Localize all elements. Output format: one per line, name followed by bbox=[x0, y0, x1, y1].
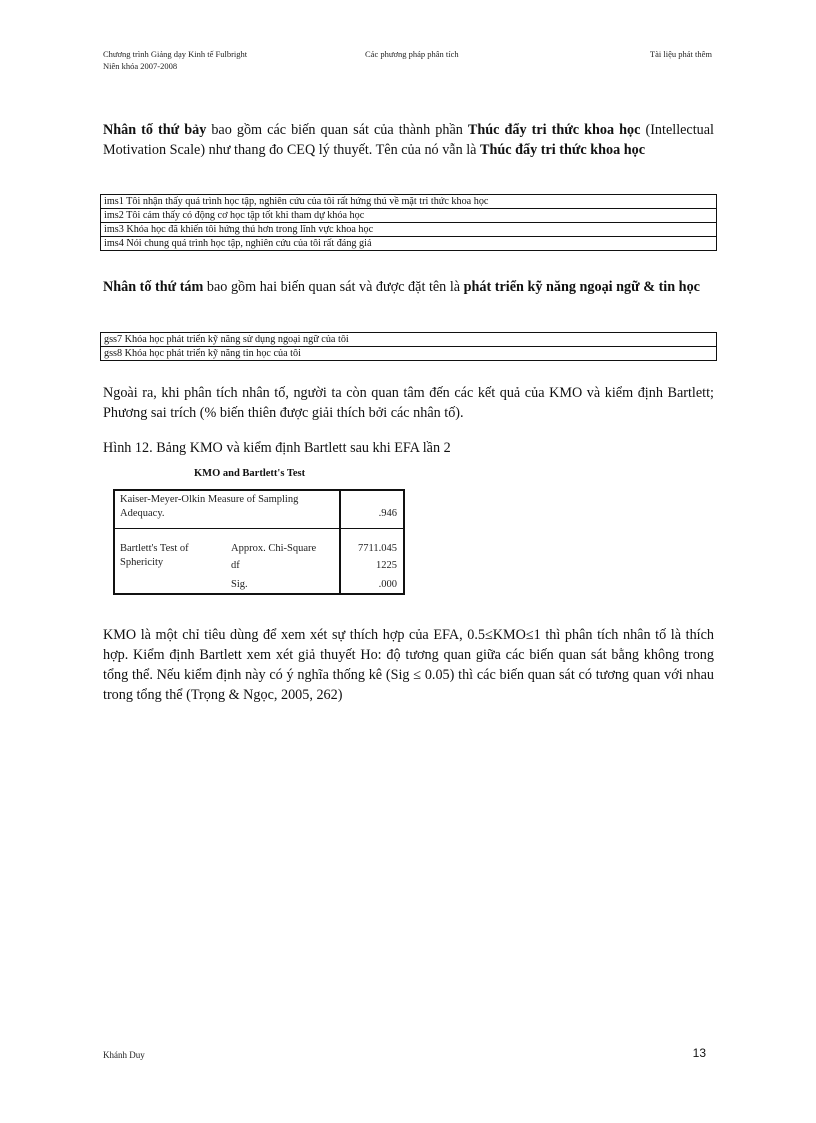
item-gss8: gss8 Khóa học phát triển kỹ năng tin học của tôi bbox=[101, 347, 717, 361]
factor8-text1: bao gồm hai biến quan sát và được đặt tên là bbox=[203, 279, 464, 295]
item-ims1: ims1 Tôi nhận thấy quá trình học tập, nghiên cứu của tôi rất hứng thú về mặt tri thức khoa học bbox=[101, 195, 717, 209]
kmo-table-title: KMO and Bartlett's Test bbox=[194, 468, 306, 479]
sig-value: .000 bbox=[378, 579, 397, 590]
header-left bbox=[103, 48, 247, 72]
factor7-text1: bao gồm các biến quan sát của thành phần bbox=[206, 122, 468, 138]
header-program: Chương trình Giảng dạy Kinh tế Fulbright bbox=[103, 49, 248, 59]
kmo-row-divider bbox=[115, 528, 403, 529]
table-row bbox=[101, 223, 717, 237]
factor7-paragraph bbox=[103, 120, 714, 160]
kmo-table bbox=[113, 489, 405, 595]
page-number: 13 bbox=[692, 1046, 706, 1060]
item-ims4: ims4 Nói chung quá trình học tập, nghiên cứu của tôi rất đáng giá bbox=[101, 237, 717, 251]
factor8-title: Nhân tố thứ tám bbox=[103, 279, 204, 295]
df-label: df bbox=[231, 560, 240, 571]
footer-author: Khánh Duy bbox=[103, 1050, 145, 1060]
factor7-title: Nhân tố thứ bảy bbox=[103, 122, 207, 138]
table-row bbox=[101, 209, 717, 223]
factor7-factor-name: Thúc đẩy tri thức khoa học bbox=[480, 142, 646, 158]
kmo-explanation-paragraph: KMO là một chỉ tiêu dùng để xem xét sự thích hợp của EFA, 0.5≤KMO≤1 thì phân tích nhân tố là thích hợp. Kiểm định Bartlett xem xét giả thuyết Ho: độ tương quan giữa các biến quan sát bằng không trong tổng thể. Nếu kiểm định này có ý nghĩa thống kê (Sig ≤ 0.05) thì các biến quan sát có tương quan với nhau trong tổng thể (Trọng & Ngọc, 2005, 262) bbox=[103, 627, 714, 703]
kmo-value: .946 bbox=[378, 508, 397, 519]
item-gss7: gss7 Khóa học phát triển kỹ năng sử dụng ngoại ngữ của tôi bbox=[101, 333, 717, 347]
factor7-text2: (Intellectual Motivation Scale) như thang đo CEQ lý thuyết. Tên của nó vẫn là bbox=[103, 122, 715, 158]
header-center: Các phương pháp phân tích bbox=[365, 49, 459, 59]
factor8-items-table bbox=[100, 332, 717, 361]
sig-label: Sig. bbox=[231, 579, 248, 590]
header-right: Tài liệu phát thêm bbox=[649, 49, 712, 59]
chi-square-label: Approx. Chi-Square bbox=[231, 543, 317, 554]
df-value: 1225 bbox=[376, 560, 397, 571]
bartlett-label-line2: Sphericity bbox=[120, 557, 164, 568]
header-academic-year: Niên khóa 2007-2008 bbox=[103, 61, 178, 71]
item-ims2: ims2 Tôi cảm thấy có động cơ học tập tốt khi tham dự khóa học bbox=[101, 209, 717, 223]
kmo-label bbox=[120, 493, 298, 521]
kmo-intro-paragraph: Ngoài ra, khi phân tích nhân tố, người ta còn quan tâm đến các kết quả của KMO và kiểm định Bartlett; Phương sai trích (% biến thiên được giải thích bởi các nhân tố). bbox=[103, 385, 714, 421]
table-row bbox=[101, 333, 717, 347]
item-ims3: ims3 Khóa học đã khiến tôi hứng thú hơn trong lĩnh vực khoa học bbox=[101, 223, 717, 237]
table-row bbox=[101, 347, 717, 361]
factor7-items-table bbox=[100, 194, 717, 251]
figure-caption: Hình 12. Bảng KMO và kiểm định Bartlett sau khi EFA lần 2 bbox=[103, 440, 451, 456]
factor7-scale-name: Thúc đẩy tri thức khoa học bbox=[467, 122, 641, 138]
factor8-paragraph bbox=[103, 277, 714, 297]
table-row bbox=[101, 237, 717, 251]
factor8-factor-name: phát triển kỹ năng ngoại ngữ & tin học bbox=[463, 279, 700, 295]
table-row bbox=[101, 195, 717, 209]
kmo-label-line1: Kaiser-Meyer-Olkin Measure of Sampling bbox=[120, 494, 299, 505]
bartlett-label bbox=[120, 542, 189, 570]
chi-square-value: 7711.045 bbox=[358, 543, 397, 554]
bartlett-label-line1: Bartlett's Test of bbox=[120, 543, 189, 554]
kmo-label-line2: Adequacy. bbox=[120, 508, 165, 519]
